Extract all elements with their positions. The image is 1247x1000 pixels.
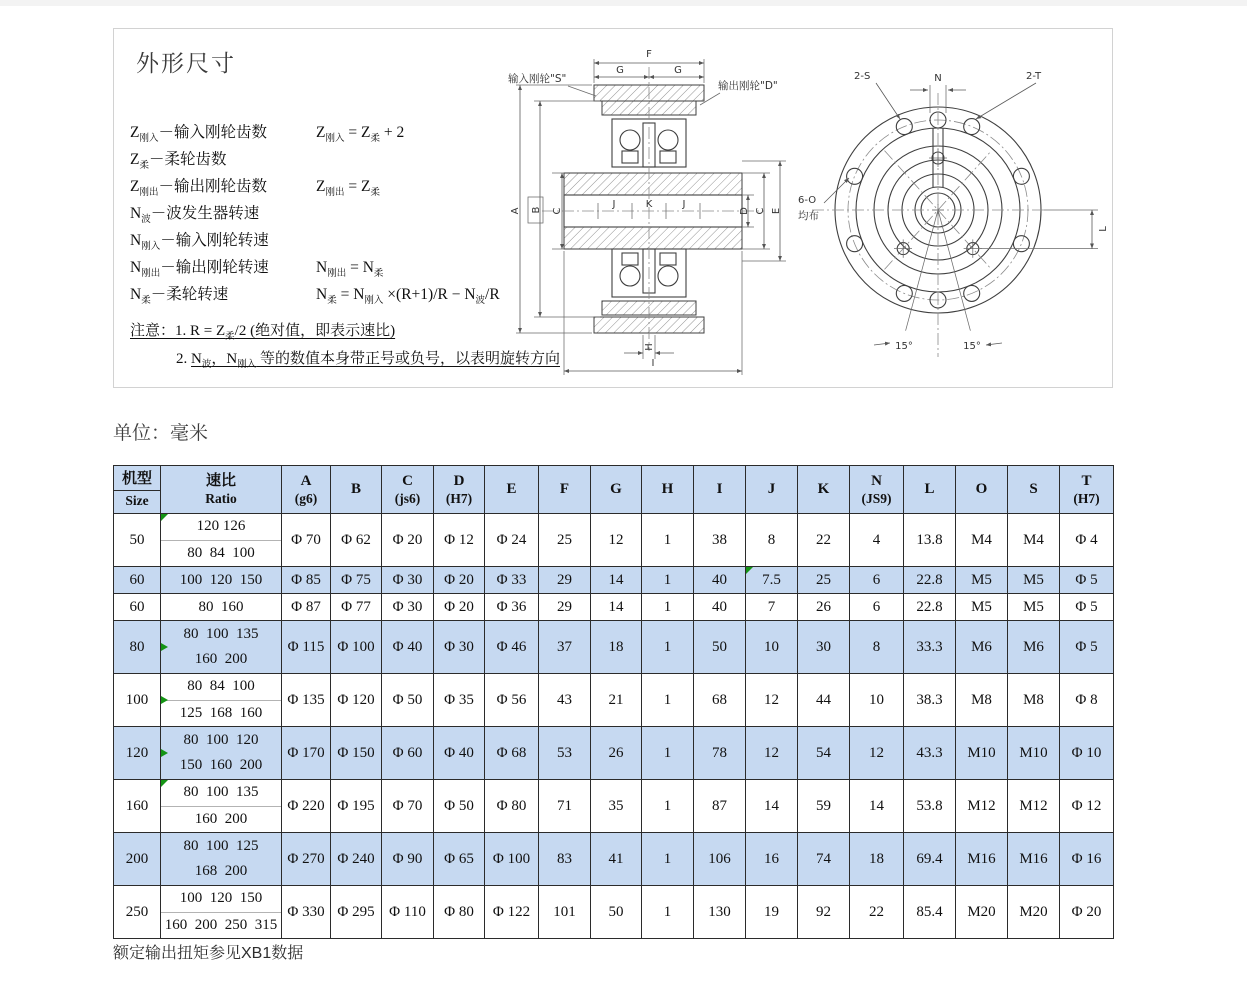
value-cell: 14 [591,594,642,621]
value-cell: 18 [591,621,642,674]
value-cell: 1 [642,514,694,567]
value-cell: Φ 5 [1060,621,1114,674]
spec-row-120 [114,727,1114,780]
value-cell: Φ 36 [485,594,539,621]
dim-label-d: D [739,207,750,215]
section-drawing [506,33,802,383]
ratio-cell [161,567,282,594]
value-cell: 74 [798,833,850,886]
col-header-L: L [904,466,956,514]
size-cell: 100 [114,674,161,727]
value-cell: 14 [850,780,904,833]
value-cell: 22 [798,514,850,567]
value-cell: Φ 20 [382,514,434,567]
value-cell: 16 [746,833,798,886]
value-cell: 1 [642,567,694,594]
dim-label-k: K [645,199,653,210]
value-cell: 10 [850,674,904,727]
value-cell: 30 [798,621,850,674]
value-cell: Φ 56 [485,674,539,727]
value-cell: M8 [1008,674,1060,727]
col-header-B: B [331,466,382,514]
value-cell: 41 [591,833,642,886]
value-cell: 10 [746,621,798,674]
value-cell: M5 [1008,594,1060,621]
value-cell: 21 [591,674,642,727]
value-cell: 4 [850,514,904,567]
value-cell: Φ 195 [331,780,382,833]
value-cell: Φ 170 [282,727,331,780]
spec-table-wrap [113,465,1114,939]
value-cell: 7 [746,594,798,621]
value-cell: M5 [1008,567,1060,594]
value-cell: Φ 12 [1060,780,1114,833]
value-cell: 43 [539,674,591,727]
formula-term-row [130,146,530,173]
ratio-line: 80 100 135 [183,625,259,642]
col-header-T: T (H7) [1060,466,1114,514]
dim-label-j1: J [612,199,616,210]
col-header-N: N (JS9) [850,466,904,514]
formula-term-row [130,119,530,146]
dim-label-e: E [771,207,782,215]
value-cell: 1 [642,594,694,621]
value-cell: Φ 115 [282,621,331,674]
ratio-line: 120 126 [196,518,246,534]
dim-label-g1: G [616,65,624,76]
value-cell: Φ 20 [1060,886,1114,939]
value-cell: Φ 110 [382,886,434,939]
dim-label-n: N [934,73,942,84]
value-cell: 78 [694,727,746,780]
value-cell: 29 [539,567,591,594]
dim-label-l: L [1098,226,1109,232]
value-cell: M20 [956,886,1008,939]
formula-term-row [130,254,530,281]
value-cell: 12 [746,727,798,780]
value-cell: 19 [746,886,798,939]
ratio-cell [161,833,282,886]
value-cell: 8 [850,621,904,674]
value-cell: M10 [1008,727,1060,780]
spec-table [113,465,1114,939]
note-text: $N_波$，$N_{刚入}$ 等的数值本身带正号或负号，以表明旋转方向 [191,351,560,370]
dim-label-c-left: C [552,207,563,215]
dim-label-2s: 2-S [854,71,871,82]
value-cell: 18 [850,833,904,886]
ratio-cell [161,780,282,833]
panel-title: 外形尺寸 [136,50,236,76]
value-cell: 1 [642,886,694,939]
value-cell: Φ 5 [1060,594,1114,621]
ratio-cell [161,886,282,939]
value-cell: 53 [539,727,591,780]
value-cell: Φ 120 [331,674,382,727]
value-cell: 12 [746,674,798,727]
value-cell: 50 [591,886,642,939]
value-cell: 14 [746,780,798,833]
value-cell: 54 [798,727,850,780]
note-text: $R = Z_柔/2$ (绝对值，即表示速比) [190,323,396,342]
value-cell: Φ 90 [382,833,434,886]
size-cell: 200 [114,833,161,886]
comment-marker [161,643,168,651]
dimension-drawing-panel [113,28,1113,388]
header-row [114,466,1114,514]
value-cell: M4 [956,514,1008,567]
value-cell: Φ 70 [382,780,434,833]
value-cell: 68 [694,674,746,727]
term-symbol-desc: $N_{刚出}-$输出刚轮转速 [130,259,269,280]
value-cell: 7.5 [746,567,798,594]
value-cell: Φ 50 [434,780,485,833]
value-cell: Φ 50 [382,674,434,727]
value-cell: Φ 4 [1060,514,1114,567]
spec-row-100 [114,674,1114,727]
col-header-I: I [694,466,746,514]
comment-marker [161,514,168,521]
value-cell: Φ 100 [331,621,382,674]
size-cell: 60 [114,594,161,621]
note-row [130,317,560,345]
dim-label-angle-right: 15° [963,341,981,352]
ratio-line: 100 120 150 [179,572,263,588]
value-cell: 22.8 [904,567,956,594]
spec-row-200 [114,833,1114,886]
value-cell: 87 [694,780,746,833]
value-cell: M6 [956,621,1008,674]
value-cell: 22 [850,886,904,939]
note-prefix: 注意：1. [130,323,191,339]
value-cell: 26 [591,727,642,780]
value-cell: Φ 135 [282,674,331,727]
ratio-cell [161,674,282,727]
value-cell: M16 [1008,833,1060,886]
front-dimensions [798,71,1109,352]
formula-term-row [130,281,530,308]
ratio-line: 160 200 [161,806,281,833]
value-cell: 22.8 [904,594,956,621]
value-cell: Φ 20 [434,594,485,621]
value-cell: Φ 80 [485,780,539,833]
term-equation: $Z_{刚出} = Z_柔$ [316,178,380,199]
ratio-line: 80 160 [198,599,244,615]
value-cell: 6 [850,594,904,621]
value-cell: Φ 150 [331,727,382,780]
value-cell: Φ 68 [485,727,539,780]
value-cell: Φ 85 [282,567,331,594]
callout-input-gear: 输入刚轮"S" [508,73,567,85]
dim-label-6o-note: 均布 [798,210,819,222]
value-cell: 44 [798,674,850,727]
value-cell: 14 [591,567,642,594]
value-cell: Φ 40 [382,621,434,674]
term-equation: $N_{刚出} = N_柔$ [316,259,384,280]
front-view-drawing [792,57,1112,379]
size-cell: 50 [114,514,161,567]
formula-term-row [130,173,530,200]
value-cell: M10 [956,727,1008,780]
page-top-strip [0,0,1247,6]
value-cell: 1 [642,727,694,780]
col-header-C: C (js6) [382,466,434,514]
value-cell: 29 [539,594,591,621]
value-cell: Φ 40 [434,727,485,780]
value-cell: 1 [642,833,694,886]
dim-label-a: A [510,207,521,215]
value-cell: 85.4 [904,886,956,939]
ratio-line: 168 200 [194,863,248,879]
value-cell: 38 [694,514,746,567]
value-cell: Φ 100 [485,833,539,886]
value-cell: Φ 240 [331,833,382,886]
value-cell: 50 [694,621,746,674]
dim-label-g2: G [674,65,682,76]
term-symbol-desc: $N_柔-$柔轮转速 [130,286,229,307]
unit-label: 单位：毫米 [113,423,209,444]
note-prefix: 2. [176,351,191,367]
size-cell: 250 [114,886,161,939]
value-cell: Φ 87 [282,594,331,621]
value-cell: 69.4 [904,833,956,886]
value-cell: 101 [539,886,591,939]
dim-label-2t: 2-T [1026,71,1042,82]
value-cell: 1 [642,621,694,674]
value-cell: M5 [956,594,1008,621]
col-header-S: S [1008,466,1060,514]
term-symbol-desc: $N_{刚入}-$输入刚轮转速 [130,232,269,253]
value-cell: Φ 46 [485,621,539,674]
value-cell: 40 [694,567,746,594]
value-cell: M12 [956,780,1008,833]
ratio-cell [161,594,282,621]
size-cell: 80 [114,621,161,674]
value-cell: 25 [798,567,850,594]
dim-label-angle-left: 15° [895,341,913,352]
value-cell: 83 [539,833,591,886]
col-header-D: D (H7) [434,466,485,514]
spec-row-250 [114,886,1114,939]
value-cell: 43.3 [904,727,956,780]
value-cell: 38.3 [904,674,956,727]
value-cell: Φ 10 [1060,727,1114,780]
value-cell: 12 [850,727,904,780]
value-cell: 26 [798,594,850,621]
value-cell: 13.8 [904,514,956,567]
value-cell: 8 [746,514,798,567]
value-cell: M4 [1008,514,1060,567]
value-cell: M8 [956,674,1008,727]
value-cell: Φ 65 [434,833,485,886]
ratio-cell [161,727,282,780]
ratio-line: 80 100 120 [183,731,259,748]
value-cell: M5 [956,567,1008,594]
dim-label-f: F [646,49,652,60]
value-cell: Φ 33 [485,567,539,594]
ratio-line: 80 84 100 [161,540,281,567]
col-header-F: F [539,466,591,514]
value-cell: 71 [539,780,591,833]
value-cell: 37 [539,621,591,674]
term-symbol-desc: $Z_{刚入}-$输入刚轮齿数 [130,124,267,145]
dim-label-b: B [531,206,542,214]
value-cell: Φ 30 [382,567,434,594]
value-cell: Φ 220 [282,780,331,833]
formula-term-row [130,200,530,227]
value-cell: M20 [1008,886,1060,939]
value-cell: M16 [956,833,1008,886]
ratio-line: 80 84 100 [187,678,255,694]
value-cell: Φ 270 [282,833,331,886]
spec-row-60 [114,567,1114,594]
col-header-速比: 速比 Ratio [161,466,282,514]
value-cell: 106 [694,833,746,886]
dim-label-j2: J [682,199,686,210]
size-cell: 160 [114,780,161,833]
spec-row-80 [114,621,1114,674]
col-header-机型: 机型 Size [114,466,161,514]
ratio-line: 80 100 135 [183,784,259,800]
value-cell: Φ 330 [282,886,331,939]
ratio-line: 150 160 200 [179,757,263,773]
ratio-cell [161,621,282,674]
formula-term-row [130,227,530,254]
value-cell: M6 [1008,621,1060,674]
value-cell: 6 [850,567,904,594]
spec-row-60 [114,594,1114,621]
spec-row-160 [114,780,1114,833]
formula-term-list [130,119,530,308]
value-cell: Φ 20 [434,567,485,594]
comment-marker [161,696,168,704]
value-cell: 92 [798,886,850,939]
ratio-line: 160 200 [194,651,248,667]
ratio-line: 100 120 150 [179,890,263,906]
col-header-O: O [956,466,1008,514]
term-symbol-desc: $N_波-$波发生器转速 [130,205,260,226]
value-cell: 130 [694,886,746,939]
value-cell: 1 [642,674,694,727]
value-cell: Φ 80 [434,886,485,939]
notes-list [130,317,560,373]
value-cell: 53.8 [904,780,956,833]
ratio-line: 80 100 125 [183,837,259,854]
value-cell: 40 [694,594,746,621]
ratio-line: 160 200 250 315 [161,912,281,939]
dim-label-h: H [644,343,655,351]
dim-label-6o: 6-O [798,195,817,206]
value-cell: 12 [591,514,642,567]
term-equation: $Z_{刚入} = Z_柔 + 2$ [316,124,405,145]
value-cell: Φ 30 [434,621,485,674]
dim-label-i: I [651,358,655,369]
value-cell: 25 [539,514,591,567]
ratio-line: 125 168 160 [161,700,281,727]
note-row [176,345,560,373]
size-cell: 120 [114,727,161,780]
value-cell: Φ 75 [331,567,382,594]
term-symbol-desc: $Z_柔-$柔轮齿数 [130,151,227,172]
value-cell: Φ 5 [1060,567,1114,594]
comment-marker [161,749,168,757]
value-cell: Φ 62 [331,514,382,567]
col-header-H: H [642,466,694,514]
value-cell: Φ 8 [1060,674,1114,727]
col-header-E: E [485,466,539,514]
value-cell: Φ 60 [382,727,434,780]
value-cell: Φ 35 [434,674,485,727]
section-part-geometry [542,67,764,351]
col-header-A: A (g6) [282,466,331,514]
ratio-cell [161,514,282,567]
footer-note: 额定输出扭矩参见XB1数据 [113,945,304,962]
value-cell: 59 [798,780,850,833]
value-cell: Φ 30 [382,594,434,621]
comment-marker [746,567,753,574]
value-cell: M12 [1008,780,1060,833]
value-cell: 1 [642,780,694,833]
front-part-geometry [812,93,1044,357]
col-header-J: J [746,466,798,514]
value-cell: Φ 295 [331,886,382,939]
value-cell: Φ 12 [434,514,485,567]
value-cell: Φ 16 [1060,833,1114,886]
dim-label-c-right: C [755,207,766,215]
term-equation: $N_柔 = N_{刚入} \times(R+1)/R - N_波/R$ [316,286,500,307]
value-cell: Φ 122 [485,886,539,939]
size-cell: 60 [114,567,161,594]
value-cell: 33.3 [904,621,956,674]
value-cell: 35 [591,780,642,833]
comment-marker [161,780,168,787]
value-cell: Φ 77 [331,594,382,621]
col-header-K: K [798,466,850,514]
col-header-G: G [591,466,642,514]
value-cell: Φ 24 [485,514,539,567]
callout-output-gear: 输出刚轮"D" [718,80,778,92]
value-cell: Φ 70 [282,514,331,567]
spec-row-50 [114,514,1114,567]
term-symbol-desc: $Z_{刚出}-$输出刚轮齿数 [130,178,267,199]
